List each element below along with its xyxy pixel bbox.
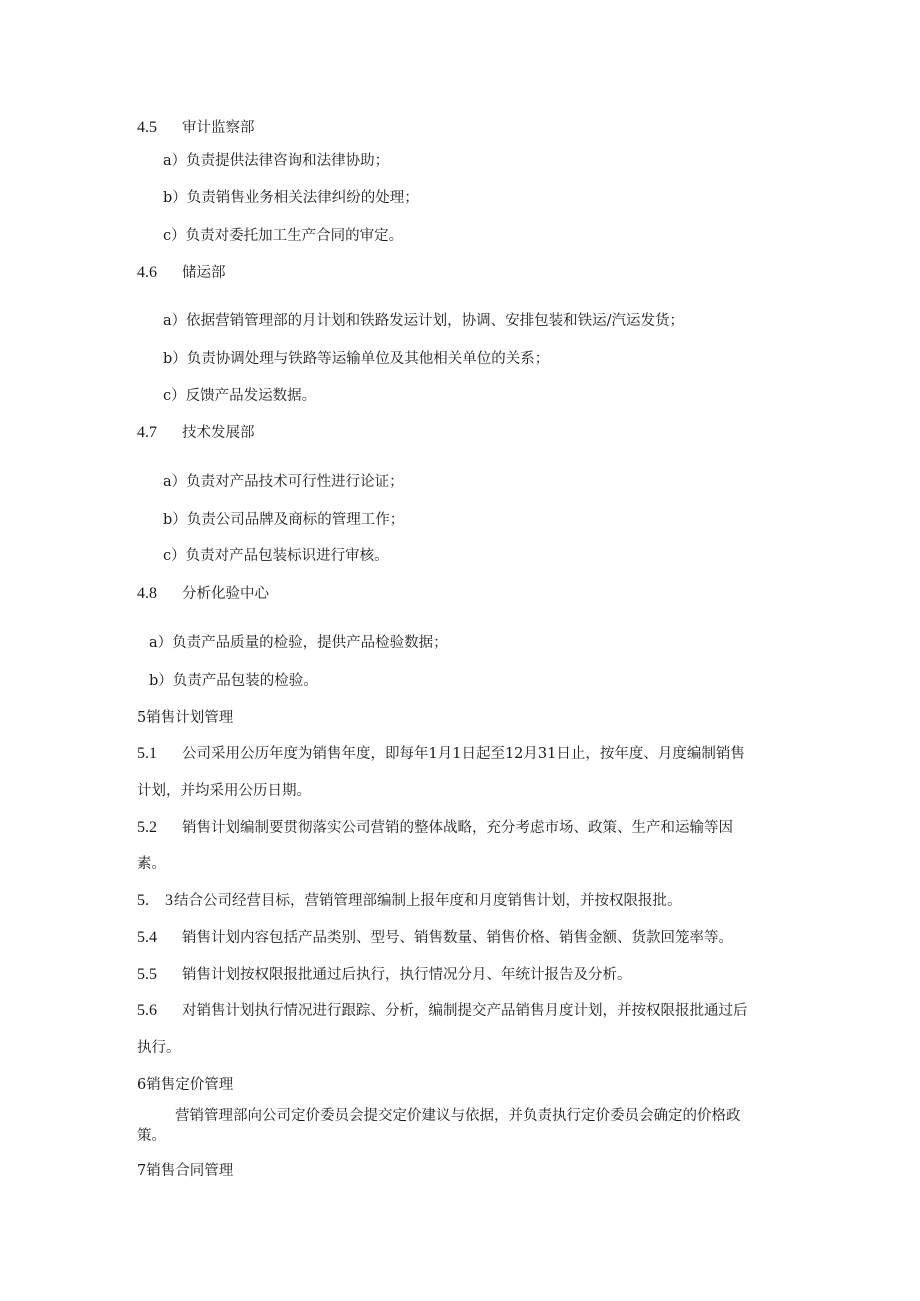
clause-text-continued: 计划，并均采用公历日期。	[137, 783, 311, 799]
list-item: b）负责协调处理与铁路等运输单位及其他相关单位的关系；	[163, 351, 550, 367]
clause-number: 5.5	[137, 966, 157, 983]
section-number: 4.7	[137, 424, 157, 441]
section-title: 储运部	[182, 265, 226, 281]
chapter-heading: 5销售计划管理	[137, 710, 234, 726]
section-number: 4.6	[137, 264, 157, 281]
clause-text-continued: 素。	[137, 856, 166, 872]
clause-text: 销售计划按权限报批通过后执行，执行情况分月、年统计报告及分析。	[182, 967, 632, 983]
clause-text: 销售计划内容包括产品类别、型号、销售数量、销售价格、销售金额、货款回笼率等。	[182, 930, 733, 946]
clause-number: 5.6	[137, 1002, 157, 1019]
section-title: 分析化验中心	[182, 586, 269, 602]
list-item: b）负责销售业务相关法律纠纷的处理；	[163, 190, 419, 206]
clause-number: 5.2	[137, 819, 157, 836]
list-item: a）依据营销管理部的月计划和铁路发运计划，协调、安排包装和铁运/汽运发货；	[163, 313, 685, 329]
list-item: a）负责产品质量的检验，提供产品检验数据；	[149, 635, 448, 651]
clause-number: 5.1	[137, 745, 157, 762]
section-title: 技术发展部	[182, 425, 255, 441]
clause-text-continued: 执行。	[137, 1040, 181, 1056]
paragraph-text: 营销管理部向公司定价委员会提交定价建议与依据，并负责执行定价委员会确定的价格政	[175, 1108, 741, 1124]
clause-text: 对销售计划执行情况进行跟踪、分析，编制提交产品销售月度计划，并按权限报批通过后	[182, 1003, 748, 1019]
list-item: a）负责提供法律咨询和法律协助；	[163, 153, 390, 169]
list-item: b）负责产品包装的检验。	[149, 673, 318, 689]
list-item: c）负责对委托加工生产合同的审定。	[163, 228, 404, 244]
list-item: a）负责对产品技术可行性进行论证；	[163, 474, 404, 490]
clause-number: 5. 3	[137, 892, 174, 909]
clause-text: 公司采用公历年度为销售年度，即每年1月1日起至12月31日止，按年度、月度编制销售	[182, 746, 745, 762]
list-item: c）反馈产品发运数据。	[163, 388, 317, 404]
chapter-heading: 7销售合同管理	[137, 1163, 234, 1179]
section-number: 4.5	[137, 119, 157, 136]
list-item: c）负责对产品包装标识进行审核。	[163, 548, 389, 564]
section-number: 4.8	[137, 585, 157, 602]
clause-text: 销售计划编制要贯彻落实公司营销的整体战略，充分考虑市场、政策、生产和运输等因	[182, 820, 733, 836]
chapter-heading: 6销售定价管理	[137, 1077, 234, 1093]
paragraph-text-continued: 策。	[137, 1128, 166, 1144]
clause-text: 结合公司经营目标，营销管理部编制上报年度和月度销售计划，并按权限报批。	[174, 893, 682, 909]
clause-number: 5.4	[137, 929, 157, 946]
list-item: b）负责公司品牌及商标的管理工作；	[163, 512, 405, 528]
section-title: 审计监察部	[182, 120, 255, 136]
